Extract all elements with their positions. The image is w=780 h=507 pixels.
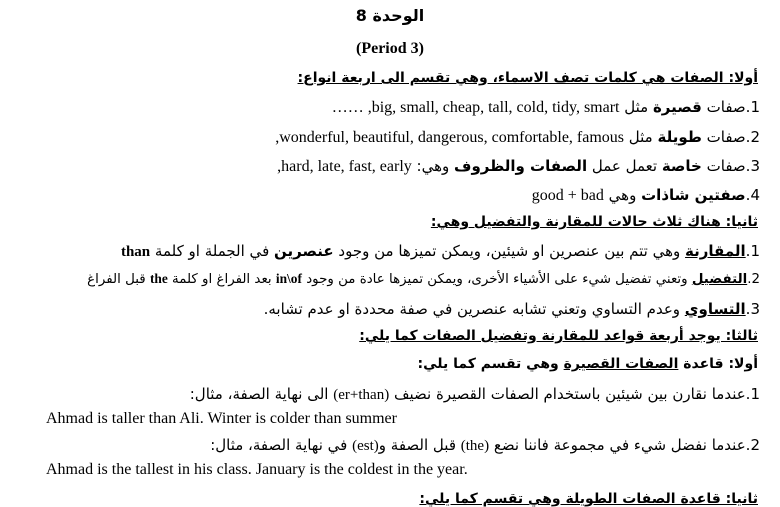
rule-item: 1.عندما نقارن بين شيئين باستخدام الصفات القصيرة نضيف (er+than) الى نهاية الصفة، مثال: [189,385,760,403]
rule-example: Ahmad is the tallest in his class. January is the coldest in the year. [46,461,468,478]
unit-title: الوحدة 8 [355,6,425,25]
rule-item: 2.عندما نفضل شيء في مجموعة فاننا نضع (the) قبل الصفة و(est) في نهاية الصفة، مثال: [210,436,760,454]
adjective-type-item: 3.صفات خاصة تعمل عمل الصفات والظروف وهي: hard, late, fast, early, [277,157,760,175]
rule-example: Ahmad is taller than Ali. Winter is colder than summer [46,410,397,427]
section2-heading: ثانيا: هناك ثلاث حالات للمقارنة والتفضيل وهي: [430,214,758,230]
comparison-case-item: 3.التساوي وعدم التساوي وتعني تشابه عنصرين في صفة محددة او عدم تشابه. [263,300,760,318]
adjective-type-item: 1.صفات قصيرة مثل big, small, cheap, tall, cold, tidy, smart, …… [331,98,760,116]
section3-heading: ثالثا: يوجد أربعة قواعد للمقارنة وتفضيل الصفات كما يلي: [359,328,758,344]
comparison-case-item: 2.التفضيل وتعني تفضيل شيء على الأشياء الأخرى، ويمكن تميزها عادة من وجود in\of بعد الفراغ او كلمة the قبل الفراغ [87,271,760,287]
comparison-case-item: 1.المقارنة وهي تتم بين عنصرين او شيئين، ويمكن تميزها من وجود عنصرين في الجملة او كلمة than [120,242,760,260]
period-label: (Period 3) [356,40,424,57]
adjective-type-item: 2.صفات طويلة مثل wonderful, beautiful, dangerous, comfortable, famous, [275,128,760,146]
adjective-type-item: 4.صفتين شاذات وهي good + bad [531,186,760,204]
long-adjectives-subheading: ثانيا: قاعدة الصفات الطويلة وهي تقسم كما يلي: [419,491,758,507]
short-adjectives-subheading: أولا: قاعدة الصفات القصيرة وهي تقسم كما يلي: [417,356,758,372]
section1-heading: أولا: الصفات هي كلمات تصف الاسماء، وهي تقسم الى اربعة انواع: [297,70,758,86]
